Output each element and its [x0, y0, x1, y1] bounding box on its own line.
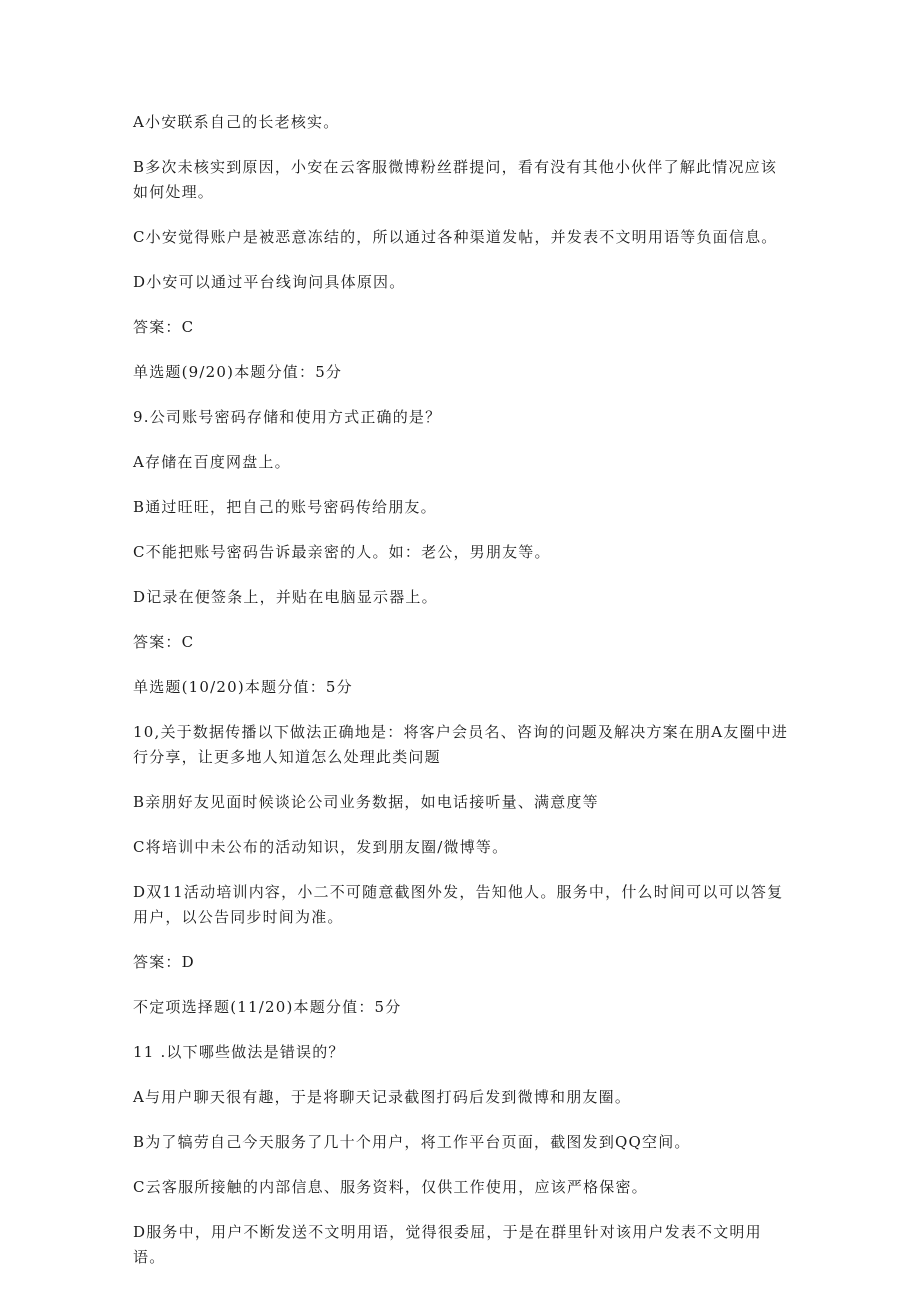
answer-line: 答案：D: [133, 953, 195, 971]
question-header: 单选题(10/20)本题分值：5分: [133, 678, 353, 696]
question-header: 不定项选择题(11/20)本题分值：5分: [133, 998, 402, 1016]
option-d-paragraph: D小安可以通过平台线询问具体原因。: [133, 273, 406, 291]
question-text: 11 .以下哪些做法是错误的？: [133, 1043, 345, 1061]
option-b-paragraph: B通过旺旺，把自己的账号密码传给朋友。: [133, 498, 437, 516]
option-c-paragraph: C小安觉得账户是被恶意冻结的，所以通过各种渠道发帖，并发表不文明用语等负面信息。: [133, 228, 778, 246]
question-text: 9.公司账号密码存储和使用方式正确的是？: [133, 408, 442, 426]
option-c-paragraph: C云客服所接触的内部信息、服务资料，仅供工作使用，应该严格保密。: [133, 1178, 648, 1196]
option-b-paragraph: B多次未核实到原因，小安在云客服微博粉丝群提问，看有没有其他小伙伴了解此情况应该如何处理。: [133, 158, 778, 201]
question-header: 单选题(9/20)本题分值：5分: [133, 363, 343, 381]
option-a-paragraph: A与用户聊天很有趣，于是将聊天记录截图打码后发到微博和朋友圈。: [133, 1088, 632, 1106]
option-c-paragraph: C将培训中未公布的活动知识，发到朋友圈/微博等。: [133, 838, 509, 856]
document-body: [133, 110, 793, 1290]
answer-line: 答案：C: [133, 318, 195, 336]
option-d-paragraph: D双11活动培训内容，小二不可随意截图外发，告知他人。服务中，什么时间可以可以答复用户，以公告同步时间为准。: [133, 883, 784, 926]
option-d-paragraph: D服务中，用户不断发送不文明用语，觉得很委屈，于是在群里针对该用户发表不文明用语。: [133, 1223, 762, 1266]
option-a-paragraph: A小安联系自己的长老核实。: [133, 113, 340, 131]
question-text: 10,关于数据传播以下做法正确地是：将客户会员名、咨询的问题及解决方案在朋A友圈中进行分享，让更多地人知道怎么处理此类问题: [133, 723, 789, 766]
option-b-paragraph: B亲朋好友见面时候谈论公司业务数据，如电话接听量、满意度等: [133, 793, 599, 811]
option-b-paragraph: B为了犒劳自己今天服务了几十个用户，将工作平台页面，截图发到QQ空间。: [133, 1133, 691, 1151]
answer-line: 答案：C: [133, 633, 195, 651]
option-d-paragraph: D记录在便签条上，并贴在电脑显示器上。: [133, 588, 438, 606]
option-c-paragraph: C不能把账号密码告诉最亲密的人。如：老公，男朋友等。: [133, 543, 551, 561]
option-a-paragraph: A存储在百度网盘上。: [133, 453, 291, 471]
